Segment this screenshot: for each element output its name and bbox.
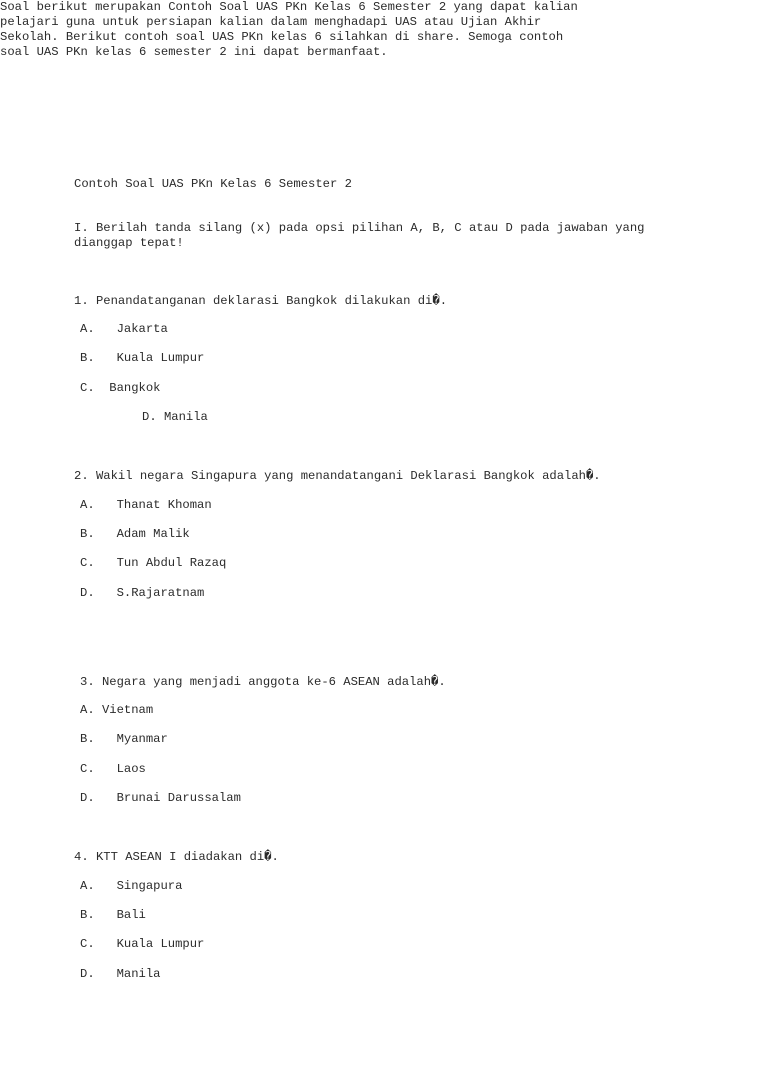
question-3-option-b: B. Myanmar [80, 732, 168, 746]
question-4-option-b: B. Bali [80, 908, 146, 922]
question-3-option-c: C. Laos [80, 762, 146, 776]
question-2-option-b: B. Adam Malik [80, 527, 190, 541]
question-1-option-d: D. Manila [142, 410, 208, 424]
question-1-option-a: A. Jakarta [80, 322, 168, 336]
question-1-option-c: C. Bangkok [80, 381, 161, 395]
question-3-text: 3. Negara yang menjadi anggota ke-6 ASEAN adalah�. [80, 675, 446, 689]
question-1-text: 1. Penandatanganan deklarasi Bangkok dilakukan di�. [74, 294, 448, 308]
question-4-option-d: D. Manila [80, 967, 161, 981]
instruction-line: dianggap tepat! [74, 236, 184, 250]
question-3-option-d: D. Brunai Darussalam [80, 791, 241, 805]
question-4-text: 4. KTT ASEAN I diadakan di�. [74, 850, 279, 864]
question-2-option-d: D. S.Rajaratnam [80, 586, 205, 600]
question-3-option-a: A. Vietnam [80, 703, 154, 717]
intro-line: Sekolah. Berikut contoh soal UAS PKn kelas 6 silahkan di share. Semoga contoh [0, 30, 564, 44]
question-4-option-a: A. Singapura [80, 879, 183, 893]
question-2-option-c: C. Tun Abdul Razaq [80, 556, 227, 570]
section-heading: Contoh Soal UAS PKn Kelas 6 Semester 2 [74, 177, 352, 191]
instruction-line: I. Berilah tanda silang (x) pada opsi pilihan A, B, C atau D pada jawaban yang [74, 221, 645, 235]
intro-line: pelajari guna untuk persiapan kalian dalam menghadapi UAS atau Ujian Akhir [0, 15, 542, 29]
intro-line: Soal berikut merupakan Contoh Soal UAS PKn Kelas 6 Semester 2 yang dapat kalian [0, 0, 578, 14]
question-2-text: 2. Wakil negara Singapura yang menandatangani Deklarasi Bangkok adalah�. [74, 469, 601, 483]
question-1-option-b: B. Kuala Lumpur [80, 351, 205, 365]
intro-line: soal UAS PKn kelas 6 semester 2 ini dapat bermanfaat. [0, 45, 388, 59]
intro-paragraph [0, 0, 640, 60]
question-4-option-c: C. Kuala Lumpur [80, 937, 205, 951]
question-2-option-a: A. Thanat Khoman [80, 498, 212, 512]
